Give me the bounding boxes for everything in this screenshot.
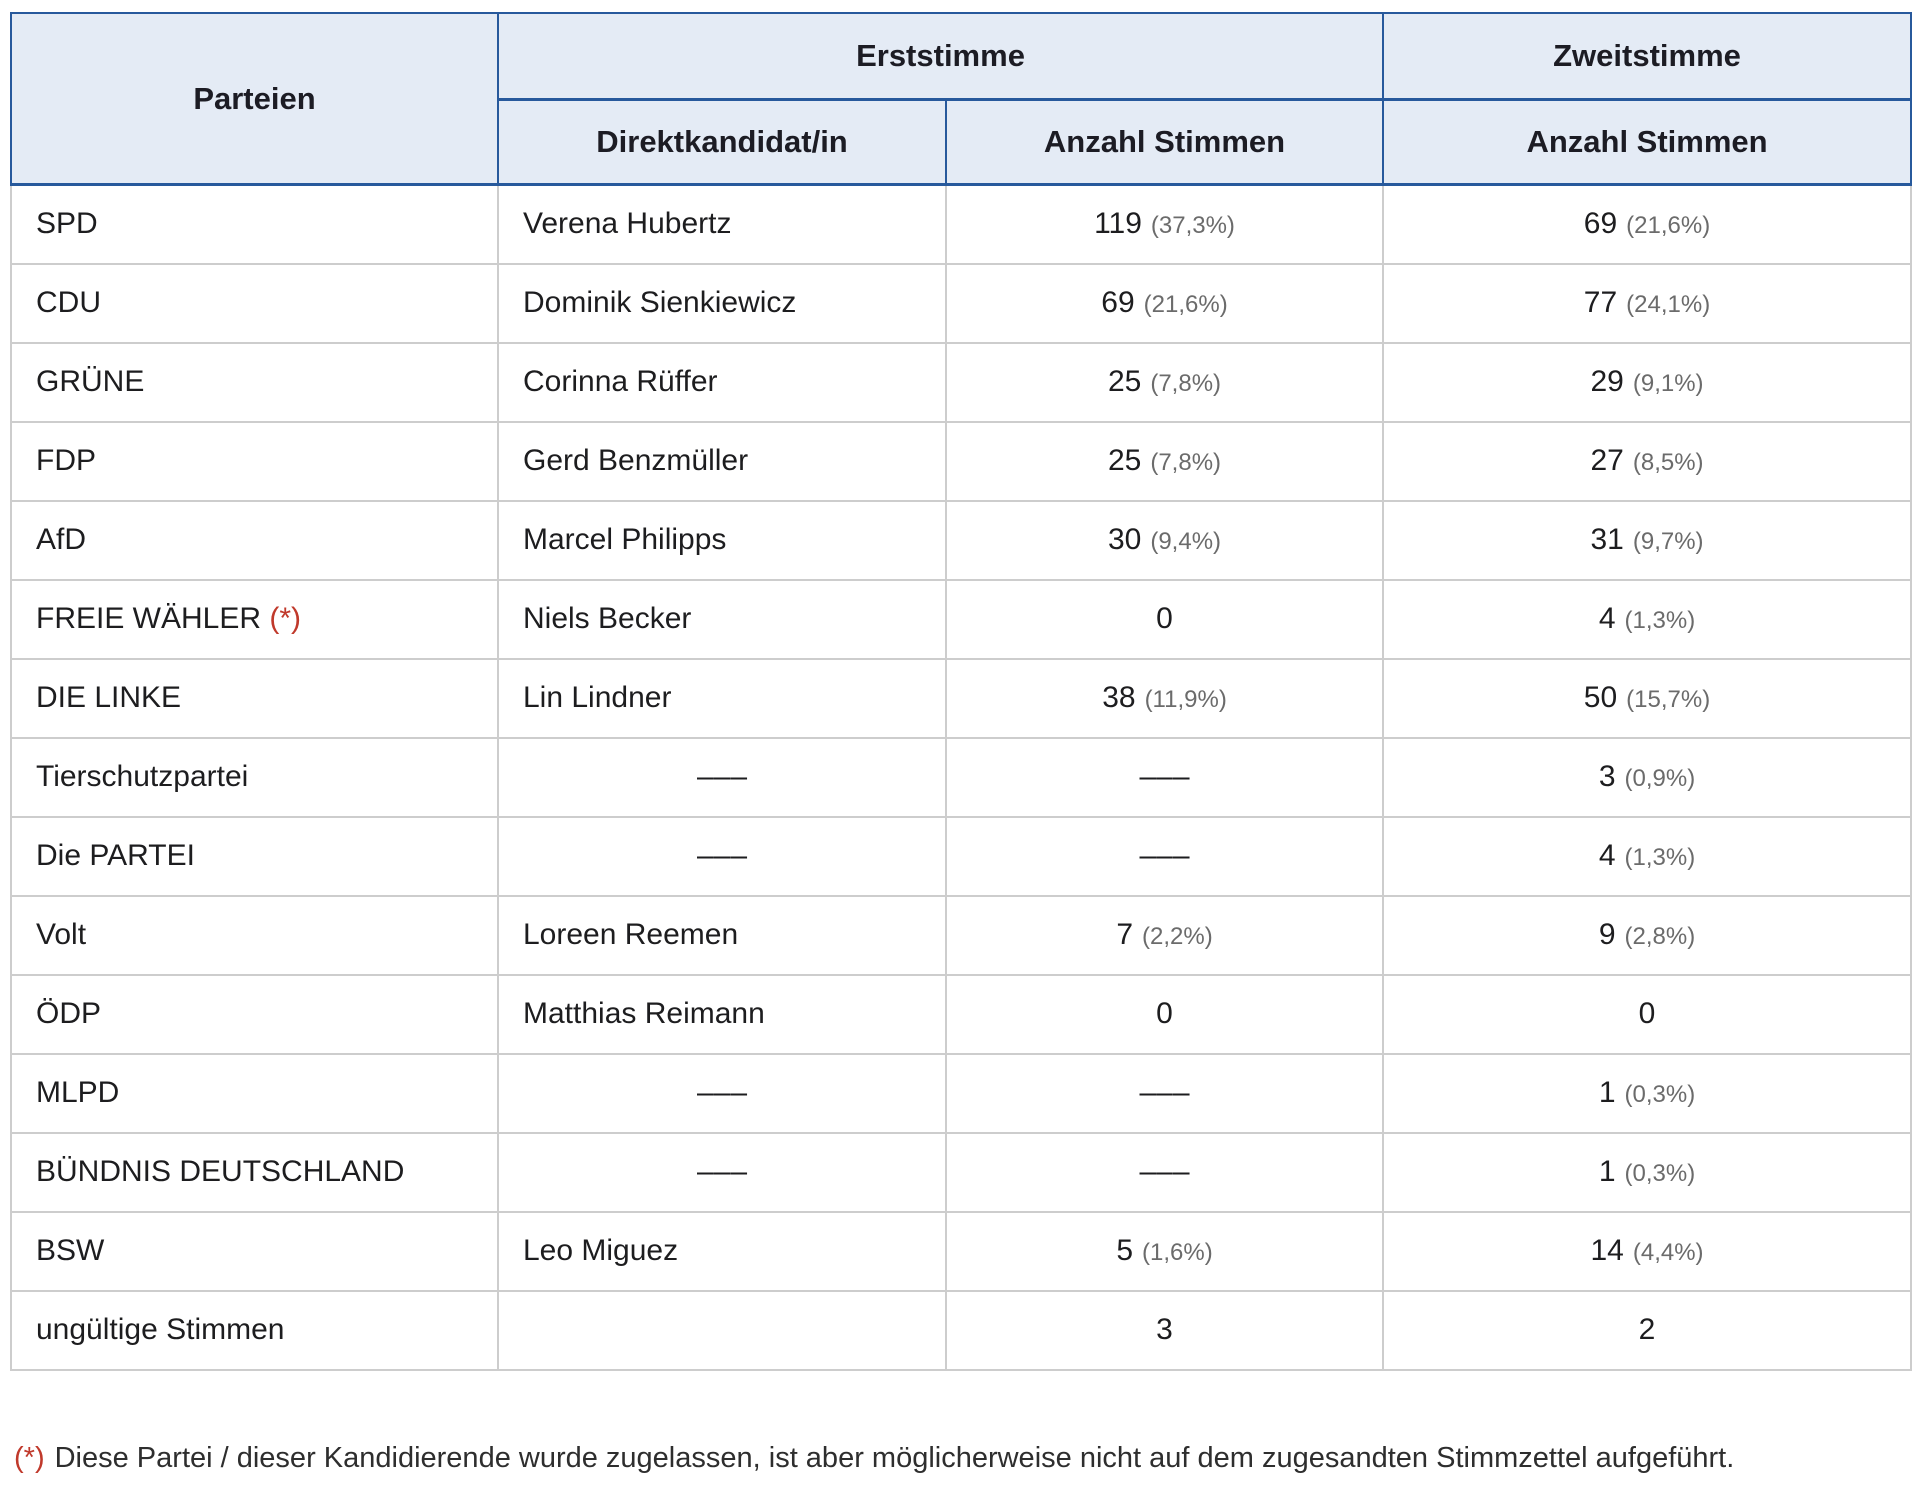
party-name-cell: Tierschutzpartei [11,738,498,817]
vote-percent: (2,8%) [1624,923,1696,950]
party-name-cell: BSW [11,1212,498,1291]
header-direktkandidat: Direktkandidat/in [498,100,946,185]
table-row [11,501,1911,580]
table-row [11,975,1911,1054]
table-row [11,817,1911,896]
candidate-cell: Matthias Reimann [498,975,946,1054]
table-row [11,185,1911,264]
zweitstimme-votes-cell [1383,422,1911,501]
erststimme-votes-cell [946,422,1383,501]
party-name-cell: Die PARTEI [11,817,498,896]
party-name-cell: FDP [11,422,498,501]
vote-percent: (1,3%) [1624,607,1696,634]
vote-percent: (24,1%) [1626,291,1711,318]
table-row [11,1133,1911,1212]
vote-count: 4 [1598,602,1616,635]
vote-count: 29 [1590,365,1624,398]
candidate-cell: Marcel Philipps [498,501,946,580]
candidate-cell: Gerd Benzmüller [498,422,946,501]
erststimme-votes-cell [946,501,1383,580]
vote-percent: (9,4%) [1150,528,1222,555]
erststimme-votes-cell: ––– [946,817,1383,896]
erststimme-votes-cell [946,264,1383,343]
erststimme-votes-cell [946,896,1383,975]
erststimme-votes-cell [946,659,1383,738]
election-results-table [10,12,1912,1371]
zweitstimme-votes-cell [1383,896,1911,975]
erststimme-votes-cell: ––– [946,1133,1383,1212]
table-row [11,738,1911,817]
zweitstimme-votes-cell [1383,1133,1911,1212]
vote-count: 0 [1638,997,1656,1030]
vote-count: 0 [1156,602,1173,635]
party-name-cell: AfD [11,501,498,580]
candidate-cell: ––– [498,817,946,896]
vote-count: 3 [1598,760,1616,793]
vote-percent: (9,1%) [1632,370,1704,397]
vote-count: 2 [1638,1313,1656,1346]
zweitstimme-votes-cell [1383,343,1911,422]
party-name-cell: Volt [11,896,498,975]
vote-percent: (15,7%) [1626,686,1711,713]
erststimme-votes-cell [946,343,1383,422]
vote-count: 77 [1583,286,1618,319]
header-anzahl-stimmen-zweit: Anzahl Stimmen [1383,100,1911,185]
vote-percent: (1,3%) [1624,844,1696,871]
candidate-cell: Leo Miguez [498,1212,946,1291]
zweitstimme-votes-cell [1383,817,1911,896]
table-row [11,1054,1911,1133]
vote-count: 69 [1583,207,1618,241]
results-tbody [11,185,1911,1370]
party-name-cell: SPD [11,185,498,264]
erststimme-votes-cell [946,1212,1383,1291]
header-parteien: Parteien [11,13,498,185]
header-anzahl-stimmen-erst: Anzahl Stimmen [946,100,1383,185]
candidate-cell: Corinna Rüffer [498,343,946,422]
zweitstimme-votes-cell [1383,659,1911,738]
zweitstimme-votes-cell [1383,975,1911,1054]
vote-count: 30 [1107,523,1142,556]
erststimme-votes-cell [946,1291,1383,1370]
candidate-cell [498,1291,946,1370]
vote-count: 1 [1598,1155,1616,1188]
party-name-cell: CDU [11,264,498,343]
footnote-asterisk: (*) [14,1442,45,1474]
header-erststimme: Erststimme [498,13,1383,100]
candidate-cell: ––– [498,738,946,817]
table-row [11,343,1911,422]
table-row [11,659,1911,738]
header-zweitstimme: Zweitstimme [1383,13,1911,100]
vote-count: 3 [1156,1313,1173,1346]
table-row [11,1291,1911,1370]
vote-percent: (7,8%) [1150,449,1222,476]
party-name-cell: GRÜNE [11,343,498,422]
candidate-cell: ––– [498,1054,946,1133]
vote-count: 38 [1102,681,1136,714]
vote-percent: (1,6%) [1142,1239,1213,1266]
zweitstimme-votes-cell [1383,501,1911,580]
candidate-cell: Niels Becker [498,580,946,659]
vote-percent: (11,9%) [1144,686,1227,713]
vote-percent: (8,5%) [1632,449,1704,476]
party-name-cell: MLPD [11,1054,498,1133]
erststimme-votes-cell [946,580,1383,659]
vote-percent: (0,9%) [1624,765,1696,792]
vote-percent: (2,2%) [1142,923,1213,950]
election-results-table-wrap [10,12,1910,1371]
candidate-cell: ––– [498,1133,946,1212]
vote-count: 7 [1116,918,1133,951]
vote-percent: (0,3%) [1624,1160,1696,1187]
footnote [14,1442,1734,1475]
vote-percent: (0,3%) [1624,1081,1696,1108]
vote-count: 27 [1590,444,1624,477]
vote-count: 119 [1094,207,1142,241]
vote-percent: (4,4%) [1632,1239,1704,1266]
party-asterisk: (*) [261,602,302,635]
zweitstimme-votes-cell [1383,1212,1911,1291]
candidate-cell: Lin Lindner [498,659,946,738]
table-row [11,1212,1911,1291]
vote-count: 9 [1598,918,1616,951]
zweitstimme-votes-cell [1383,1291,1911,1370]
erststimme-votes-cell: ––– [946,738,1383,817]
erststimme-votes-cell [946,185,1383,264]
party-name-cell: ungültige Stimmen [11,1291,498,1370]
candidate-cell: Loreen Reemen [498,896,946,975]
vote-count: 69 [1101,286,1135,319]
vote-count: 0 [1156,997,1173,1030]
zweitstimme-votes-cell [1383,185,1911,264]
vote-percent: (21,6%) [1143,291,1228,318]
vote-percent: (21,6%) [1626,212,1711,240]
table-row [11,896,1911,975]
candidate-cell: Dominik Sienkiewicz [498,264,946,343]
vote-percent: (7,8%) [1150,370,1222,397]
vote-count: 5 [1116,1234,1133,1267]
zweitstimme-votes-cell [1383,1054,1911,1133]
vote-count: 25 [1107,444,1142,477]
table-header [11,13,1911,185]
party-name-cell: DIE LINKE [11,659,498,738]
erststimme-votes-cell [946,975,1383,1054]
header-row-top [11,13,1911,100]
zweitstimme-votes-cell [1383,264,1911,343]
zweitstimme-votes-cell [1383,738,1911,817]
footnote-text: Diese Partei / dieser Kandidierende wurde zugelassen, ist aber möglicherweise nicht auf dem zugesandten Stimmzettel aufgeführt. [54,1442,1735,1474]
table-row [11,422,1911,501]
table-row [11,580,1911,659]
vote-count: 14 [1590,1234,1624,1267]
vote-count: 50 [1583,681,1618,714]
vote-percent: (9,7%) [1632,528,1704,555]
zweitstimme-votes-cell [1383,580,1911,659]
erststimme-votes-cell: ––– [946,1054,1383,1133]
candidate-cell: Verena Hubertz [498,185,946,264]
party-name-cell: FREIE WÄHLER (*) [11,580,498,659]
vote-count: 1 [1598,1076,1616,1109]
vote-count: 31 [1590,523,1624,556]
vote-count: 4 [1598,839,1616,872]
table-row [11,264,1911,343]
vote-percent: (37,3%) [1150,212,1235,240]
party-name-cell: ÖDP [11,975,498,1054]
party-name-cell: BÜNDNIS DEUTSCHLAND [11,1133,498,1212]
vote-count: 25 [1107,365,1142,398]
